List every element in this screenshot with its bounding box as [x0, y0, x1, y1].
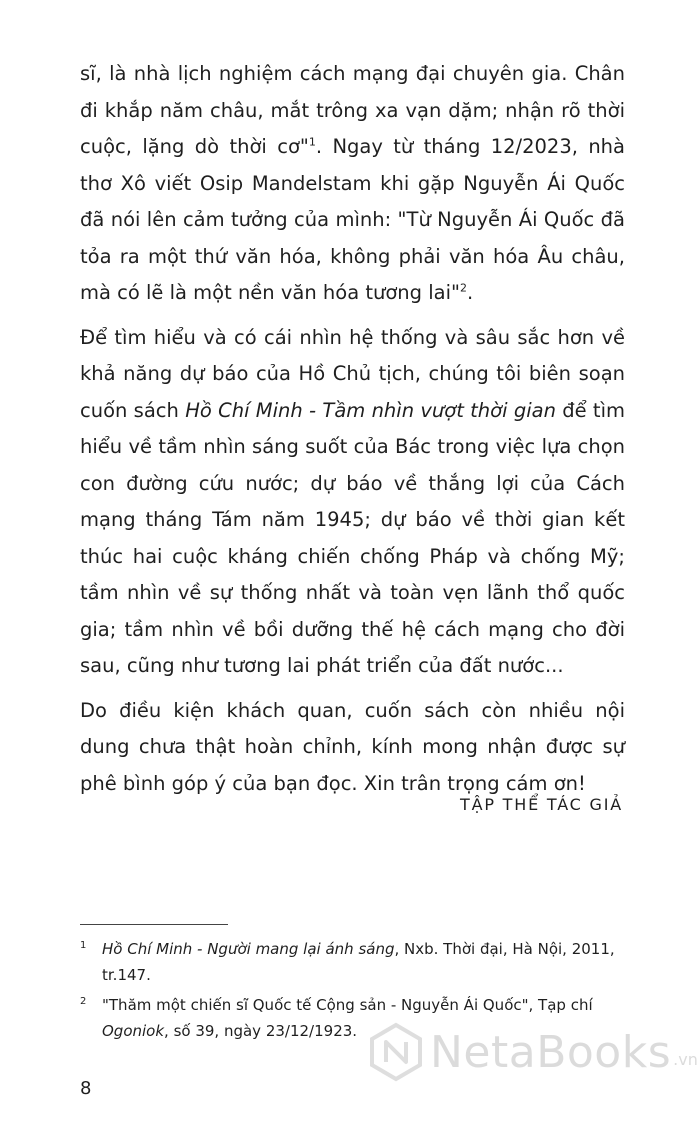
author-signature: TẬP THỂ TÁC GIẢ [460, 795, 623, 814]
paragraph-1 [80, 56, 625, 312]
footnote-item [80, 936, 625, 988]
footnote-divider [80, 924, 228, 925]
watermark [366, 1022, 698, 1082]
paragraph-3: Do điều kiện khách quan, cuốn sách còn nhiều nội dung chưa thật hoàn chỉnh, kính mong nhận được sự phê bình góp ý của bạn đọc. Xin trân trọng cám ơn! [80, 698, 625, 795]
footnote-number: 2 [80, 996, 87, 1007]
footnote-text: , Nxb. Thời đại, Hà Nội, 2011, tr.147. [102, 940, 615, 984]
footnote-number: 1 [80, 940, 87, 951]
book-title: Hồ Chí Minh - Tầm nhìn vượt thời gian [185, 398, 556, 422]
footnote-ref-2[interactable]: 2 [459, 281, 467, 295]
netabooks-logo-icon [366, 1022, 426, 1082]
paragraph-1-text-b: . Ngay từ tháng 12/2023, nhà thơ Xô viết Osip Mandelstam khi gặp Nguyễn Ái Quốc đã nói lên cảm tưởng của mình: "Từ Nguyễn Ái Quốc đã tỏa ra một thứ văn hóa, không phải văn hóa Âu châu, mà có lẽ là một nền văn hóa tương lai" [80, 135, 625, 304]
paragraph-2-text-a: Để tìm hiểu và có cái nhìn hệ thống và sâu sắc hơn về khả năng dự báo của Hồ Chủ tịch, chúng tôi biên soạn cuốn sách [80, 325, 625, 422]
paragraph-2-text-b: để tìm hiểu về tầm nhìn sáng suốt của Bác trong việc lựa chọn con đường cứu nước; dự báo về thắng lợi của Cách mạng tháng Tám năm 1945; dự báo về thời gian kết thúc hai cuộc kháng chiến chống Pháp và chống Mỹ; tầm nhìn về sự thống nhất và toàn vẹn lãnh thổ quốc gia; tầm nhìn về bồi dưỡng thế hệ cách mạng cho đời sau, cũng như tương lai phát triển của đất nước... [80, 398, 625, 677]
main-text [80, 56, 625, 802]
footnote-ref-1[interactable]: 1 [308, 135, 316, 149]
footnote-text: "Thăm một chiến sĩ Quốc tế Cộng sản - Nguyễn Ái Quốc", Tạp chí [102, 996, 593, 1014]
footnote-text: , số 39, ngày 23/12/1923. [164, 1022, 358, 1040]
paragraph-1-text-c: . [466, 281, 474, 304]
footnote-italic: Hồ Chí Minh - Người mang lại ánh sáng [102, 940, 395, 958]
paragraph-1-text-a: sĩ, là nhà lịch nghiệm cách mạng đại chuyên gia. Chân đi khắp năm châu, mắt trông xa vạn dặm; nhận rõ thời cuộc, lặng dò thời cơ" [80, 62, 625, 158]
watermark-brand: NetaBooks [430, 1026, 672, 1078]
footnote-italic: Ogoniok [102, 1022, 165, 1040]
watermark-suffix: .vn [673, 1049, 698, 1069]
page-number: 8 [80, 1078, 92, 1099]
paragraph-2 [80, 320, 625, 685]
